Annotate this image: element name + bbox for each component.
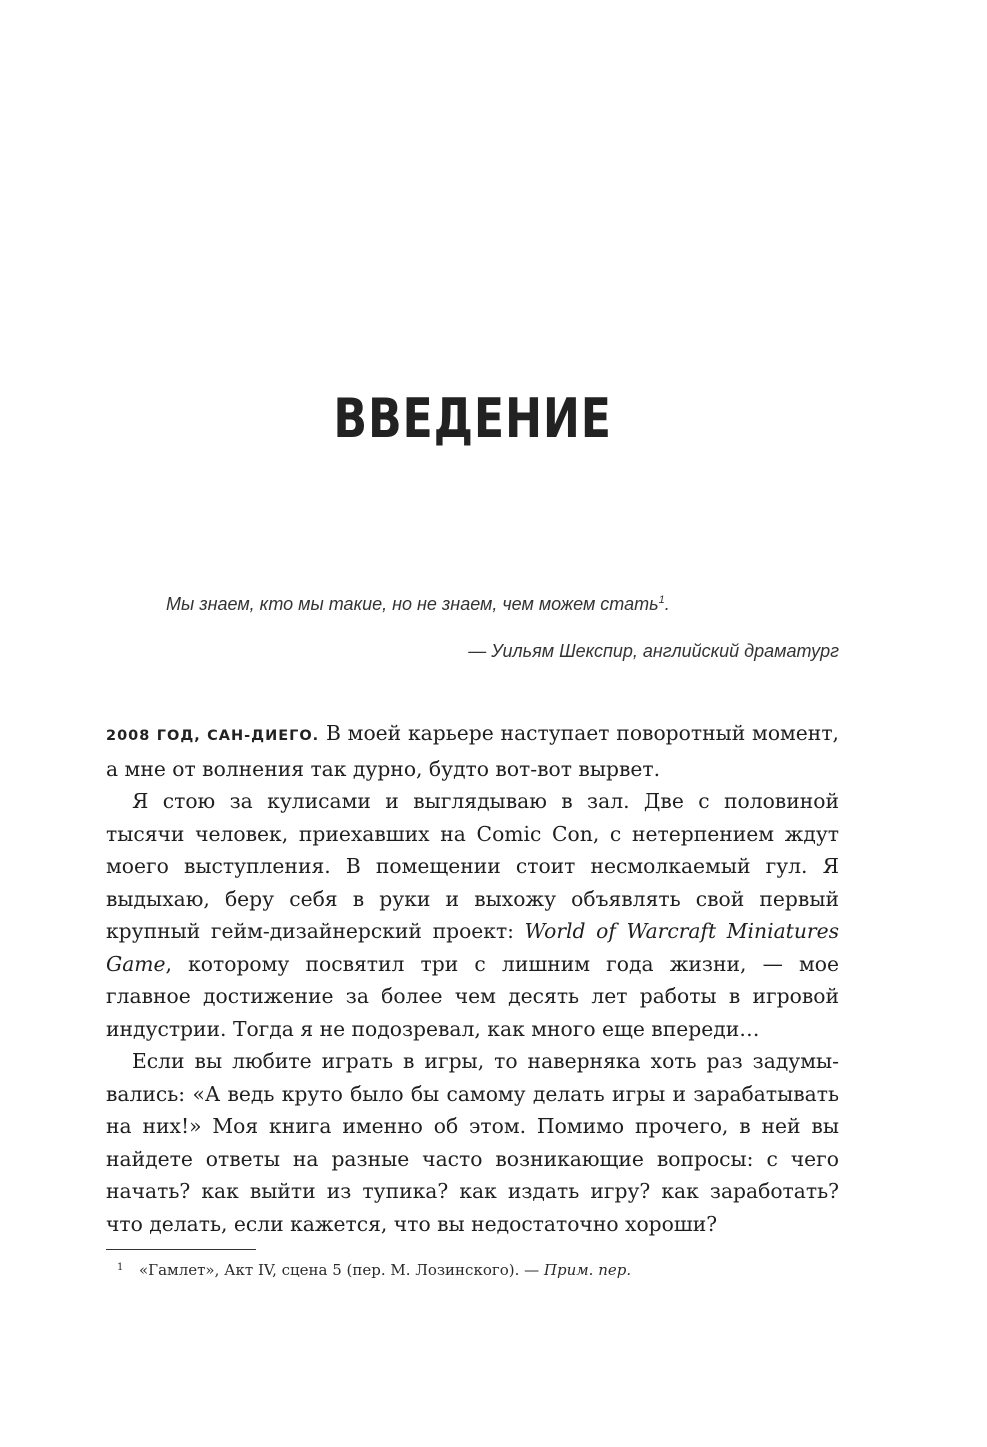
paragraph-2 [106,785,839,1045]
epigraph-quote [166,594,839,615]
body-text [106,717,839,1240]
epigraph-quote-end: . [664,594,670,614]
epigraph-author: — Уильям Шекспир, английский драматург [468,641,839,661]
game-title: World of Warcraft Miniatures Game [106,919,839,976]
footnote-text: «Гамлет», Акт IV, сцена 5 (пер. М. Лозинского). — [139,1261,544,1279]
paragraph-1-text: В моей карьере наступает поворотный момент, а мне от волнения так дурно, будто вот-вот вырвет. [106,721,839,781]
epigraph-footnote-ref: 1 [658,594,665,606]
paragraph-1 [106,717,839,785]
chapter-title: ВВЕДЕНИЕ [333,387,612,450]
paragraph-2-text-after: , которому посвятил три с лишним года жизни, — мое главное достижение за более чем десять лет работы в игровой индустрии. Тогда я не подозревал, как много еще впереди… [106,951,839,1041]
footnote: 1 «Гамлет», Акт IV, сцена 5 (пер. М. Лозинского). — Прим. пер. [117,1261,632,1279]
epigraph-quote-text: Мы знаем, кто мы такие, но не знаем, чем можем стать [166,594,659,614]
paragraph-3: Если вы любите играть в игры, то наверняка хоть раз задумывались: «А ведь круто было бы самому делать игры и зарабатывать на них!» Моя книга именно об этом. Помимо прочего, в ней вы найдете ответы на разные часто возникающие вопросы: с чего начать? как выйти из тупика? как издать игру? как заработать? что делать, если кажется, что вы недостаточно хороши? [106,1049,839,1236]
paragraph-lead-in: 2008 ГОД, САН-ДИЕГО. [106,728,320,744]
paragraph-2-text-before: Я стою за кулисами и выглядываю в зал. Две с половиной тысячи человек, приехавших на Comic Con, с нетерпением ждут моего выступления. В помещении стоит несмолкаемый гул. Я выдыхаю, беру себя в руки и выхожу объявлять свой первый крупный гейм-дизайнерский проект: [106,789,839,943]
footnote-note: Прим. пер. [543,1261,632,1279]
footnote-divider [106,1249,256,1250]
